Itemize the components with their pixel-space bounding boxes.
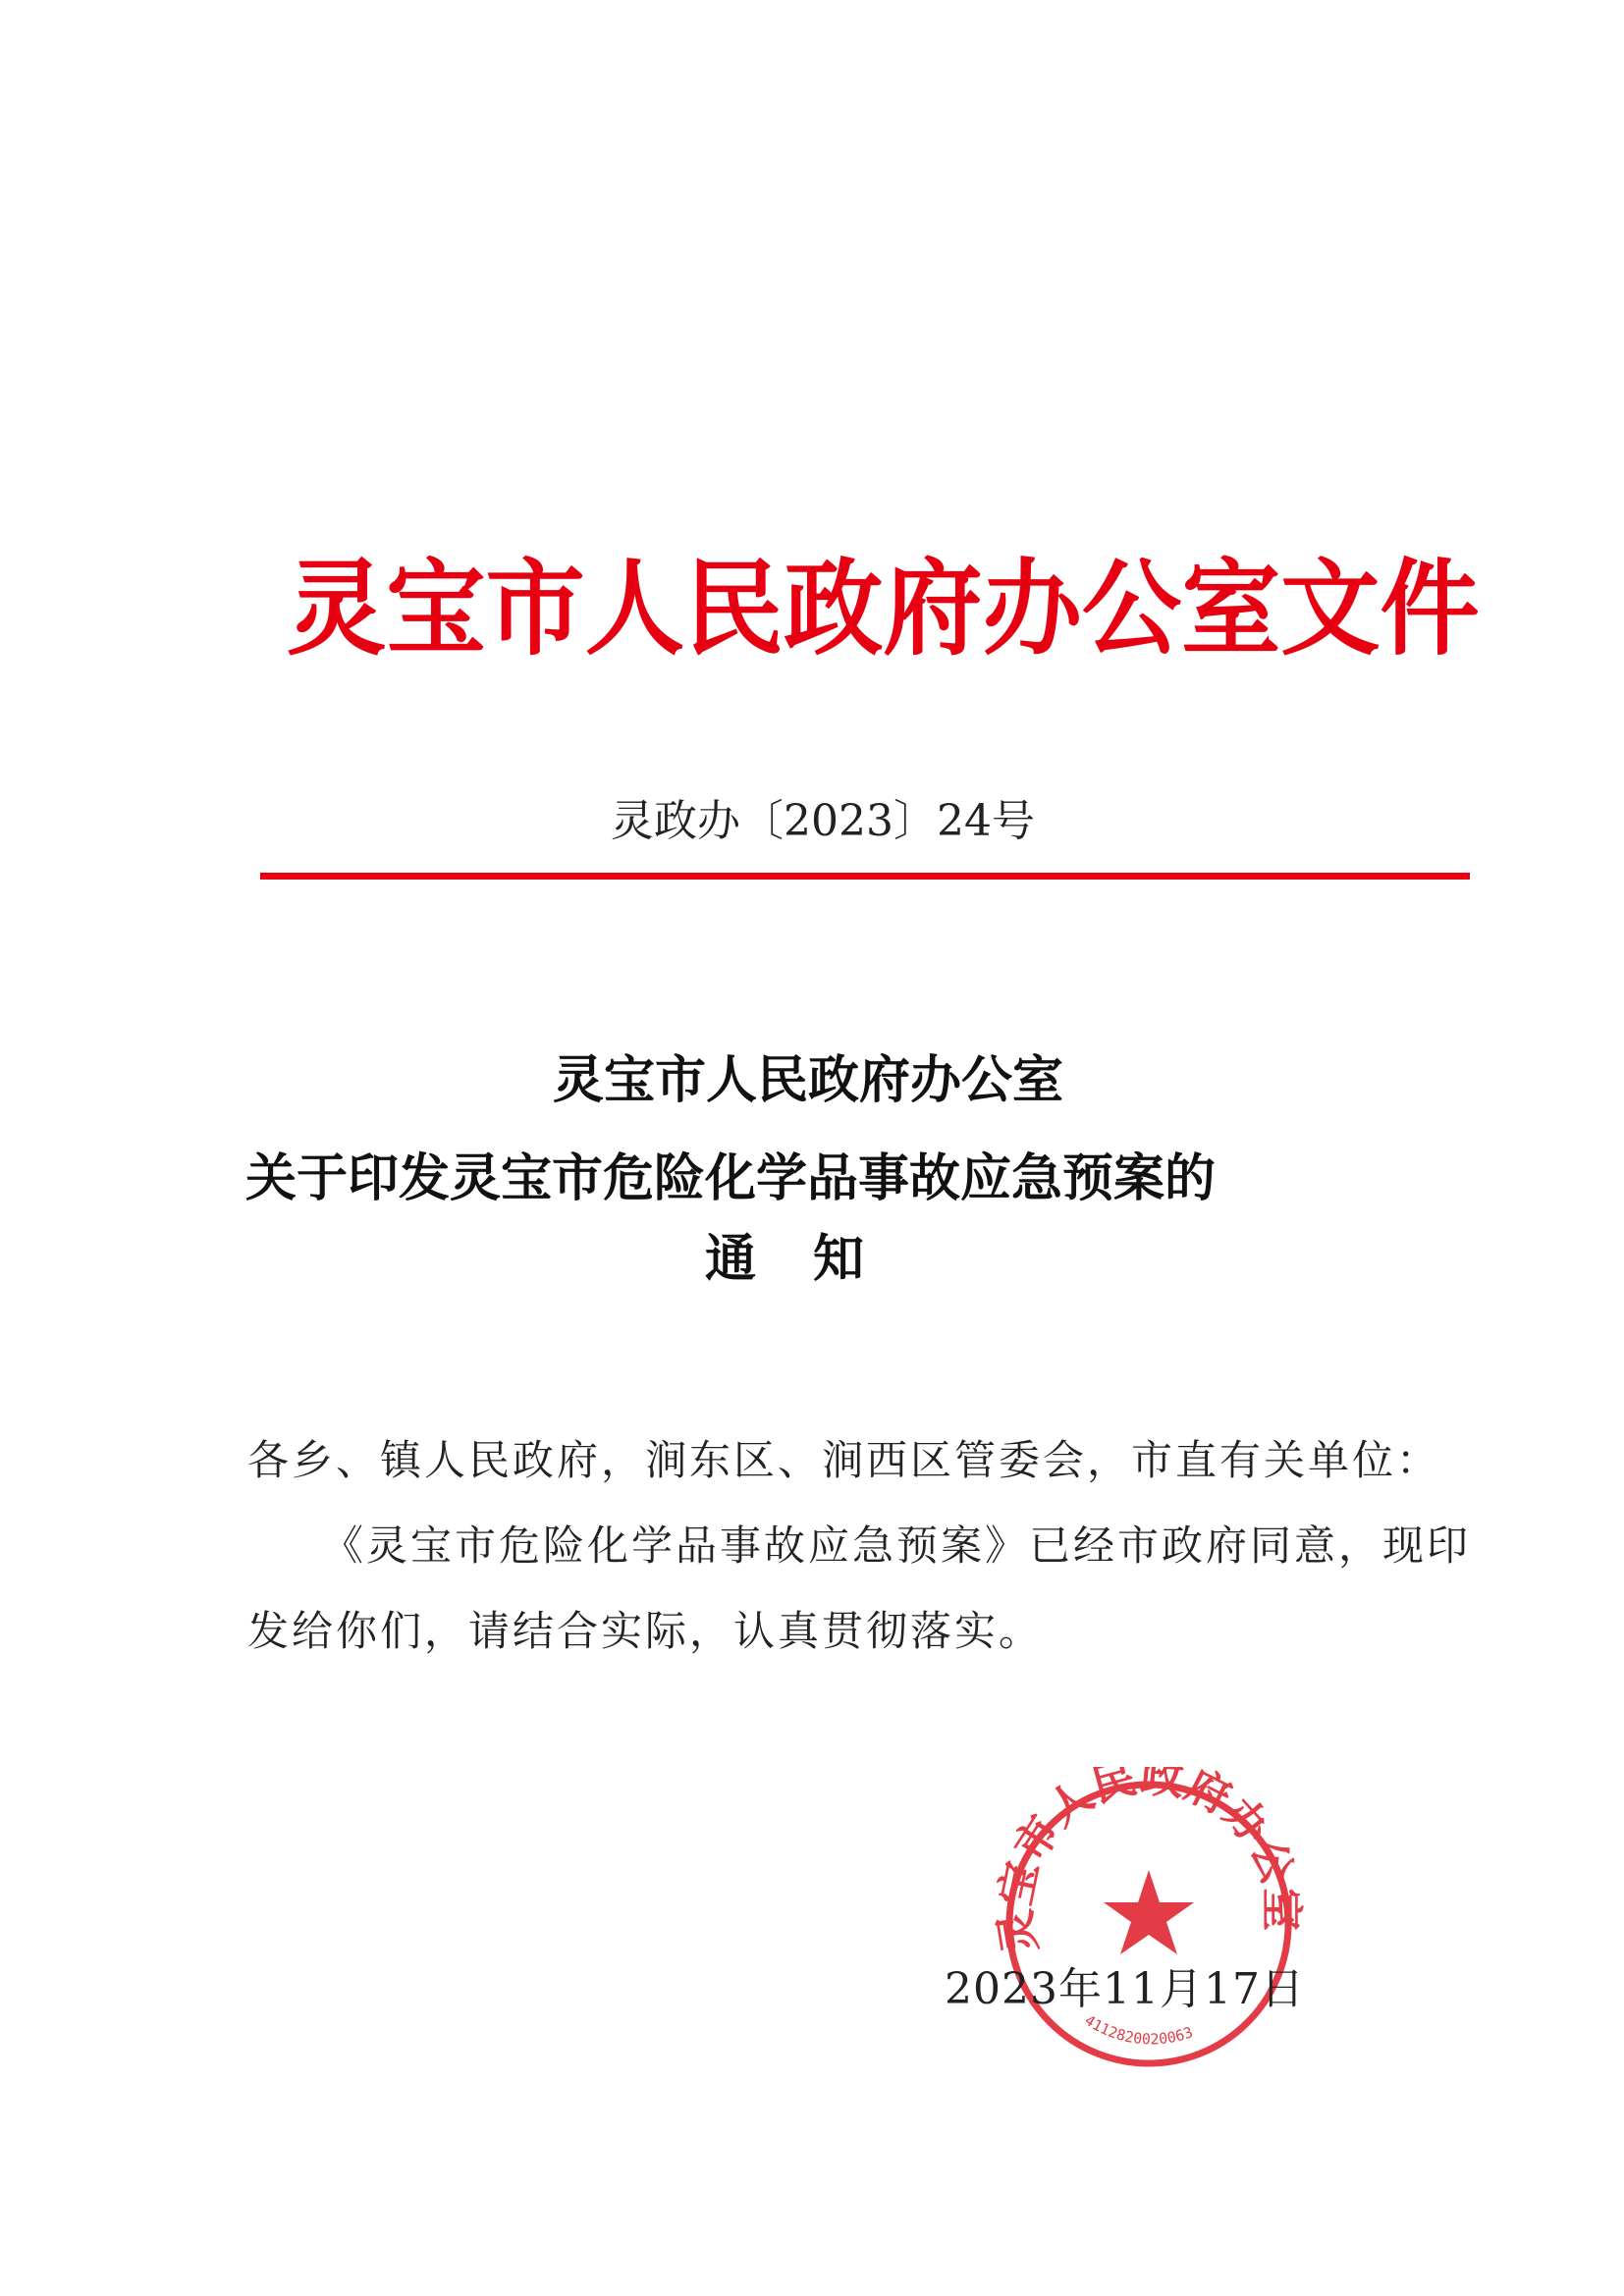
salutation: 各乡、镇人民政府，涧东区、涧西区管委会，市直有关单位： — [247, 1436, 1441, 1484]
document-masthead: 灵宝市人民政府办公室文件 — [287, 547, 1480, 669]
issue-date: 2023年11月17日 — [945, 1964, 1305, 2014]
red-separator-line — [260, 873, 1470, 880]
seal-text: 灵宝市人民政府办公室 — [990, 1767, 1307, 1957]
title-line-3-a: 通 — [705, 1229, 757, 1289]
seal-star-icon — [1104, 1870, 1194, 1954]
paragraph-line-2: 发给你们，请结合实际，认真贯彻落实。 — [247, 1607, 1044, 1655]
paragraph-line-1: 《灵宝市危险化学品事故应急预案》已经市政府同意，现印 — [322, 1522, 1472, 1570]
title-line-3-b: 知 — [813, 1229, 865, 1289]
official-seal — [987, 1767, 1311, 2071]
document-number: 灵政办〔2023〕24号 — [611, 796, 1035, 846]
title-line-1: 灵宝市人民政府办公室 — [553, 1050, 1064, 1110]
title-line-2: 关于印发灵宝市危险化学品事故应急预案的 — [245, 1148, 1217, 1208]
title-line-3 — [705, 1217, 864, 1291]
seal-code: 4112820020063 — [1081, 2010, 1196, 2049]
